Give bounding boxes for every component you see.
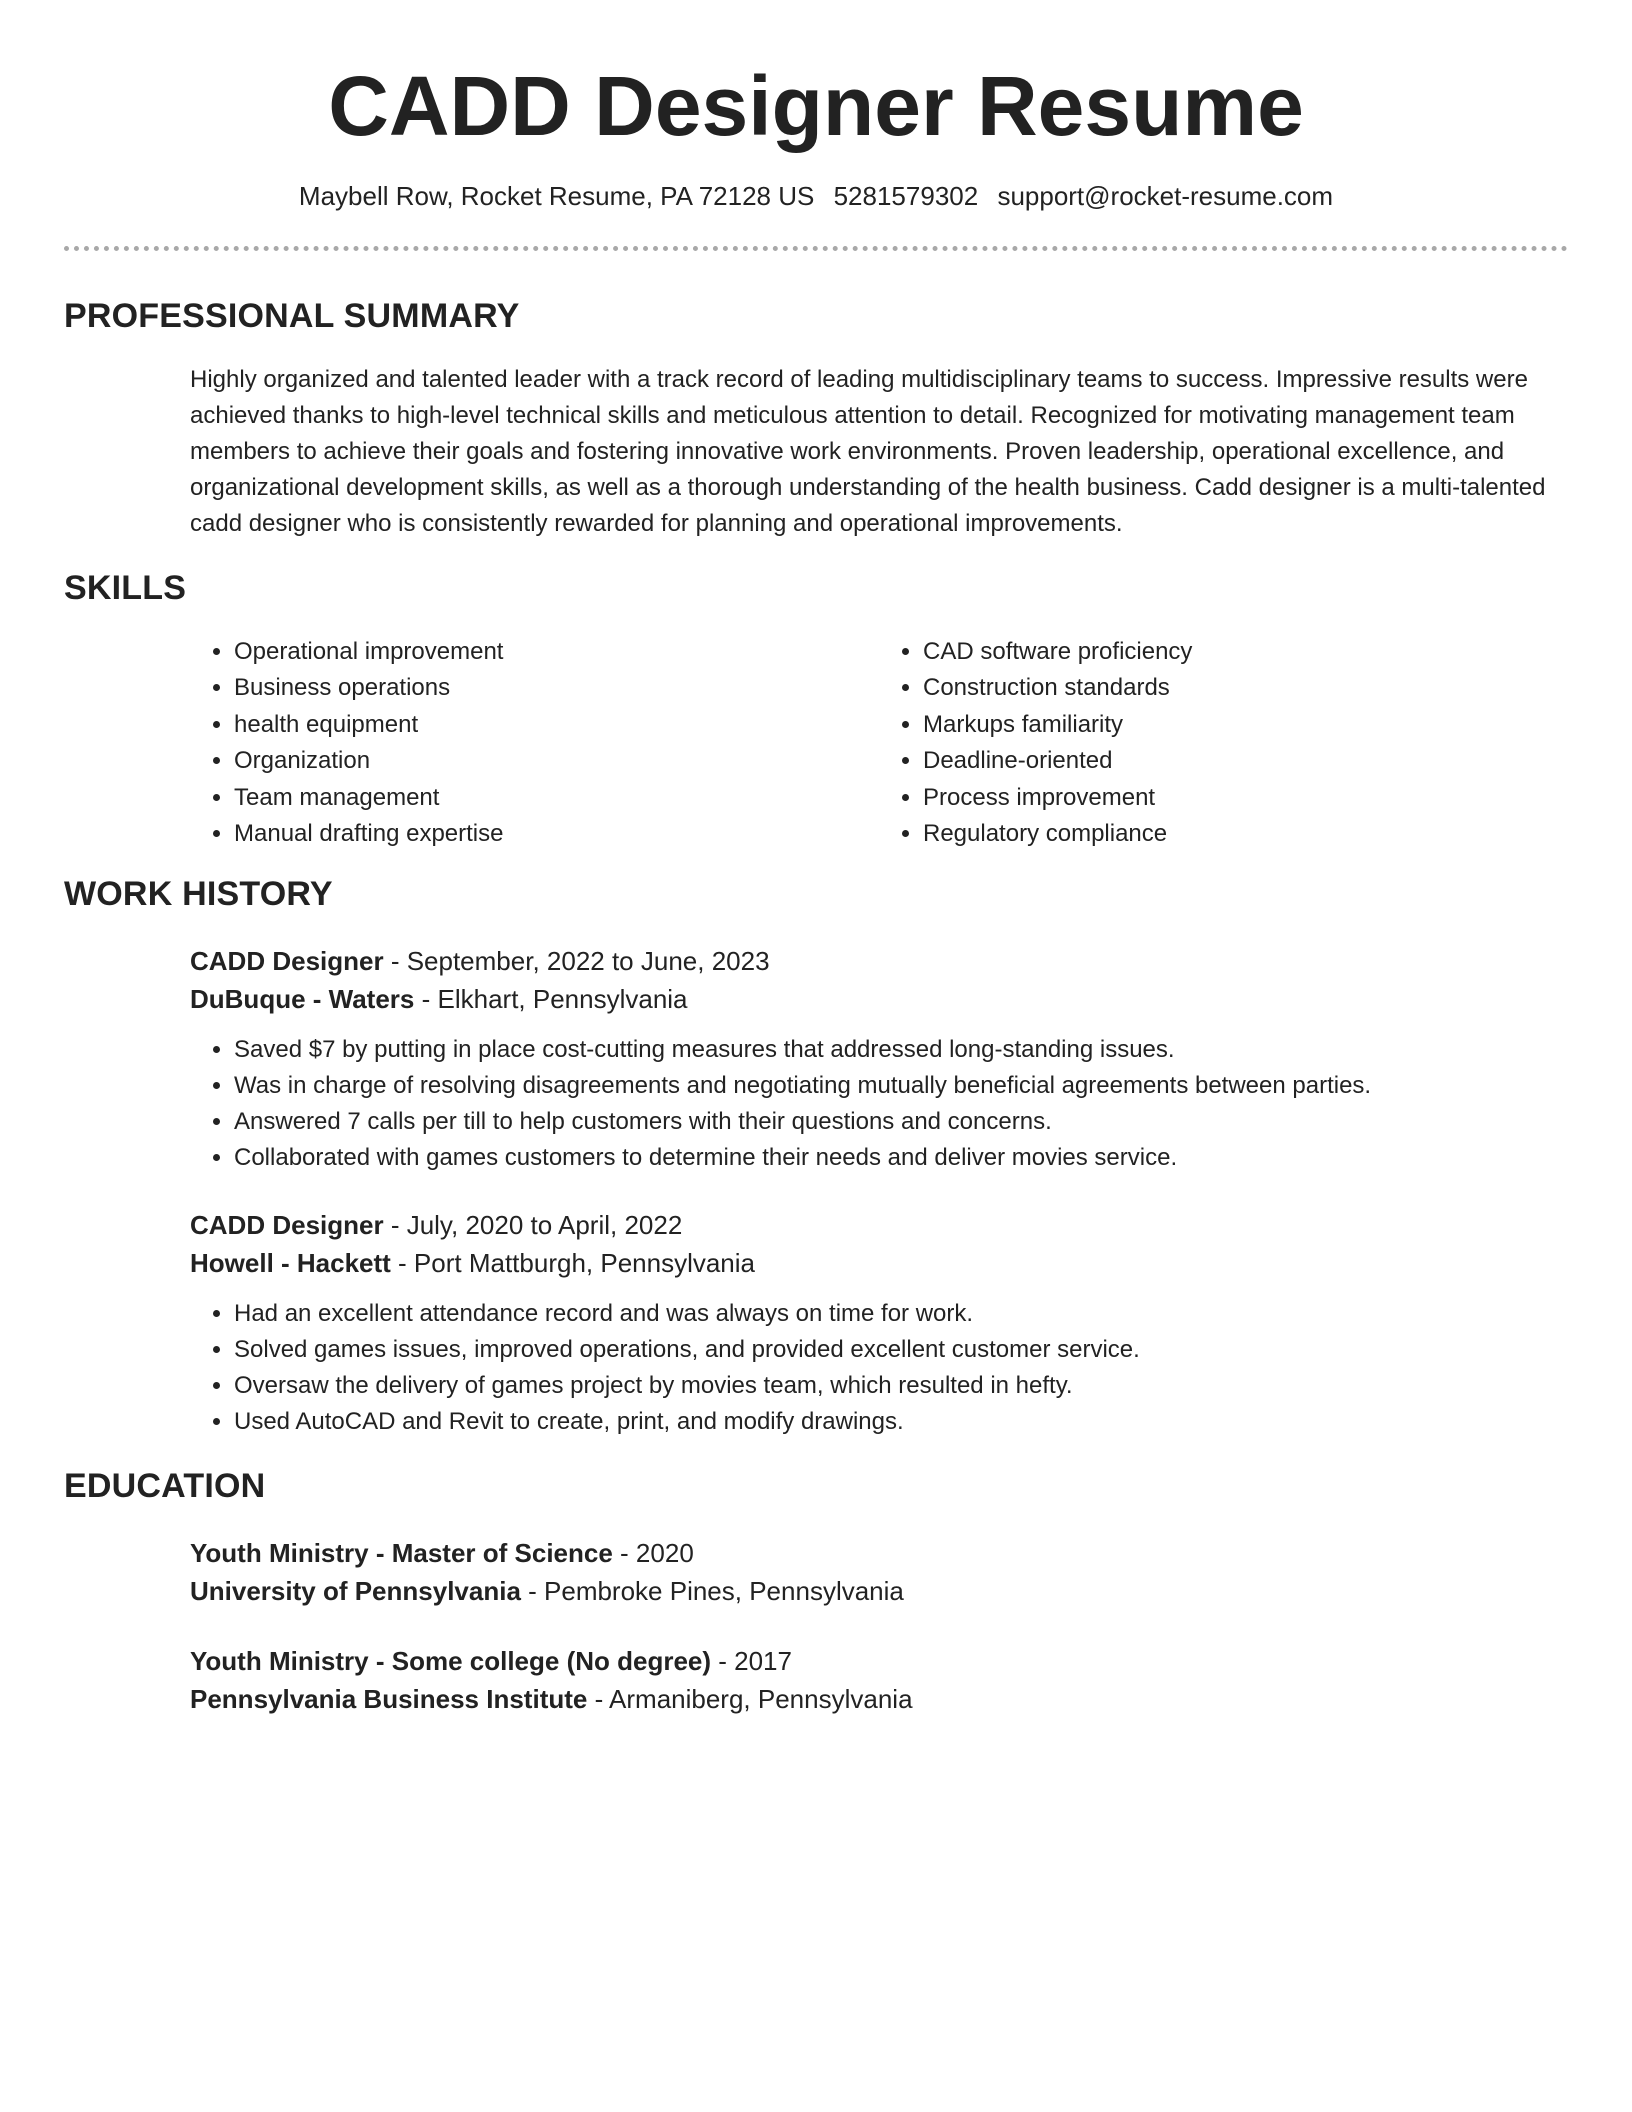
job-company: DuBuque - Waters [190,984,415,1015]
job-title: CADD Designer [190,1210,384,1241]
education-heading: EDUCATION [64,1467,266,1506]
job-bullets [190,1296,1568,1440]
job-bullet: • Was in charge of resolving disagreements and negotiating mutually beneficial agreements between parties. [234,1068,1568,1104]
job-company-line [190,1244,1568,1282]
summary-text: Highly organized and talented leader with a track record of leading multidisciplinary teams to success. Impressive results were achieved thanks to high-level technical skills and meticulous attention to detail. Recognized for motivating management team members to achieve their goals and fostering innovative work environments. Proven leadership, operational excellence, and organizational development skills, as well as a thorough understanding of the health business. Cadd designer is a multi-talented cadd designer who is consistently rewarded for planning and operational improvements. [190,366,1546,537]
skills-column-right [879,634,1568,852]
job-title-line [190,942,1568,980]
education-location: - Armaniberg, Pennsylvania [587,1684,913,1715]
job-bullet: • Collaborated with games customers to determine their needs and deliver movies service. [234,1140,1568,1176]
contact-address: Maybell Row, Rocket Resume, PA 72128 US [298,181,815,211]
job-bullets [190,1032,1568,1176]
education-year: - 2017 [711,1646,792,1677]
job-company: Howell - Hackett [190,1248,391,1279]
skill-item: • Regulatory compliance [923,816,1568,852]
job-bullet: • Saved $7 by putting in place cost-cutting measures that addressed long-standing issues. [234,1032,1568,1068]
job-bullet: • Answered 7 calls per till to help customers with their questions and concerns. [234,1104,1568,1140]
skill-item: • Manual drafting expertise [234,816,879,852]
summary-heading: PROFESSIONAL SUMMARY [64,297,520,335]
skills-list [190,634,1568,852]
job-bullet: • Solved games issues, improved operations, and provided excellent customer service. [234,1332,1568,1368]
education-entry [190,1534,1568,1610]
education-degree-line [190,1534,1568,1572]
skill-item: • Deadline-oriented [923,743,1568,779]
job-bullet: • Oversaw the delivery of games project by movies team, which resulted in hefty. [234,1368,1568,1404]
contact-email: support@rocket-resume.com [997,181,1334,211]
job-title-line [190,1206,1568,1244]
job-location: - Port Mattburgh, Pennsylvania [390,1248,756,1279]
job-entry [190,942,1568,1176]
education-year: - 2020 [612,1538,694,1569]
job-dates: - September, 2022 to June, 2023 [383,946,770,977]
job-company-line [190,980,1568,1018]
work-history-heading: WORK HISTORY [64,875,333,914]
education-school-line [190,1572,1568,1610]
skill-item: • Markups familiarity [923,707,1568,743]
skill-item: • Team management [234,780,879,816]
job-entry [190,1206,1568,1440]
education-entry [190,1642,1568,1718]
education-school: University of Pennsylvania [190,1576,521,1607]
skills-heading: SKILLS [64,569,187,607]
education-degree: Youth Ministry - Master of Science [190,1538,613,1569]
education-degree: Youth Ministry - Some college (No degree) [190,1646,712,1677]
skill-item: • Operational improvement [234,634,879,670]
skill-item: • Organization [234,743,879,779]
education-school: Pennsylvania Business Institute [190,1684,588,1715]
resume-page [64,0,1568,1718]
skill-item: • CAD software proficiency [923,634,1568,670]
job-bullet: • Used AutoCAD and Revit to create, print, and modify drawings. [234,1404,1568,1440]
education-school-line [190,1680,1568,1718]
resume-title: CADD Designer Resume [328,59,1304,153]
education-location: - Pembroke Pines, Pennsylvania [520,1576,904,1607]
job-title: CADD Designer [190,946,384,977]
skill-item: • Business operations [234,670,879,706]
skill-item: • Construction standards [923,670,1568,706]
skills-column-left [190,634,879,852]
job-dates: - July, 2020 to April, 2022 [383,1210,683,1241]
skill-item: • Process improvement [923,780,1568,816]
skill-item: • health equipment [234,707,879,743]
contact-phone: 5281579302 [833,181,979,211]
header-divider [64,246,1568,251]
contact-line [64,180,1568,212]
job-location: - Elkhart, Pennsylvania [414,984,688,1015]
job-bullet: • Had an excellent attendance record and was always on time for work. [234,1296,1568,1332]
education-degree-line [190,1642,1568,1680]
